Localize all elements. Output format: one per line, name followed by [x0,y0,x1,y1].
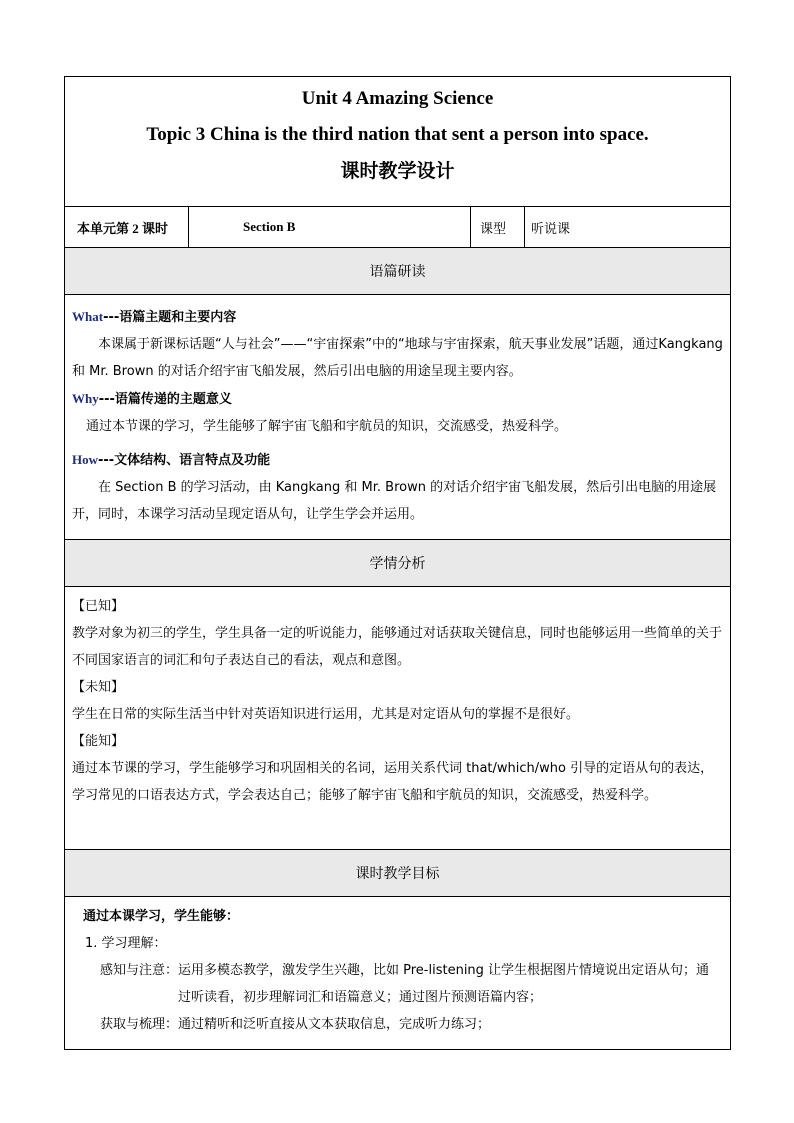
able-label: 【能知】 [72,734,125,749]
design-title: 课时教学设计 [340,160,455,182]
analysis-body [65,587,731,850]
lesson-plan-table [64,76,731,1050]
obtain-value: 通过精听和泛听直接从文本获取信息，完成听力练习； [178,1017,491,1032]
info-row [65,207,731,248]
objectives-body [65,897,731,1050]
lesson-number: 本单元第 2 课时 [65,207,189,248]
objective-perceive-row [83,957,716,1011]
title-block [65,77,731,207]
lesson-type-label: 课型 [471,207,525,248]
lesson-type-value: 听说课 [525,207,731,248]
perceive-key: 感知与注意： [99,963,178,978]
able-text: 通过本节课的学习，学生能够学习和巩固相关的名词，运用关系代词 that/which/who 引导的定语从句的表达，学习常见的口语表达方式，学会表达自己；能够了解宇宙飞船和宇航员的知识，交流感受，热爱科学。 [72,761,714,803]
known-label: 【已知】 [72,599,125,614]
what-label: What [72,309,104,324]
topic-title: Topic 3 China is the third nation that sent a person into space. [146,124,649,145]
objective-item-1: 1. 学习理解： [85,936,167,951]
why-title: ---语篇传递的主题意义 [98,392,232,407]
objective-obtain-row [83,1011,716,1038]
what-text: 本课属于新课标话题“人与社会”——“宇宙探索”中的“地球与宇宙探索，航天事业发展”话题，通过Kangkang 和 Mr. Brown 的对话介绍宇宙飞船发展，然后引出电脑的用途呈现主要内容。 [72,337,723,379]
unit-title: Unit 4 Amazing Science [301,88,494,109]
how-text: 在 Section B 的学习活动，由 Kangkang 和 Mr. Brown 的对话介绍宇宙飞船发展，然后引出电脑的用途展开，同时，本课学习活动呈现定语从句，让学生学会并运用。 [72,480,717,522]
why-text: 通过本节课的学习，学生能够了解宇宙飞船和宇航员的知识，交流感受，热爱科学。 [86,419,568,434]
how-label: How [72,452,98,467]
section-name: Section B [189,207,471,248]
what-title: ---语篇主题和主要内容 [103,310,237,325]
obtain-key: 获取与梳理： [99,1017,178,1032]
objectives-header: 课时教学目标 [65,850,731,897]
how-title: ---文体结构、语言特点及功能 [98,453,271,468]
perceive-value: 运用多模态教学，激发学生兴趣，比如 Pre-listening 让学生根据图片情境说出定语从句；通过听读看，初步理解词汇和语篇意义；通过图片预测语篇内容； [178,963,710,1005]
known-text: 教学对象为初三的学生，学生具备一定的听说能力，能够通过对话获取关键信息，同时也能够运用一些简单的关于不同国家语言的词汇和句子表达自己的看法，观点和意图。 [72,626,723,668]
unknown-label: 【未知】 [72,680,125,695]
reading-body [65,295,731,540]
why-label: Why [72,391,99,406]
unknown-text: 学生在日常的实际生活当中针对英语知识进行运用，尤其是对定语从句的掌握不是很好。 [72,707,580,722]
reading-header: 语篇研读 [65,248,731,295]
analysis-header: 学情分析 [65,540,731,587]
objectives-intro: 通过本课学习，学生能够： [83,909,240,924]
